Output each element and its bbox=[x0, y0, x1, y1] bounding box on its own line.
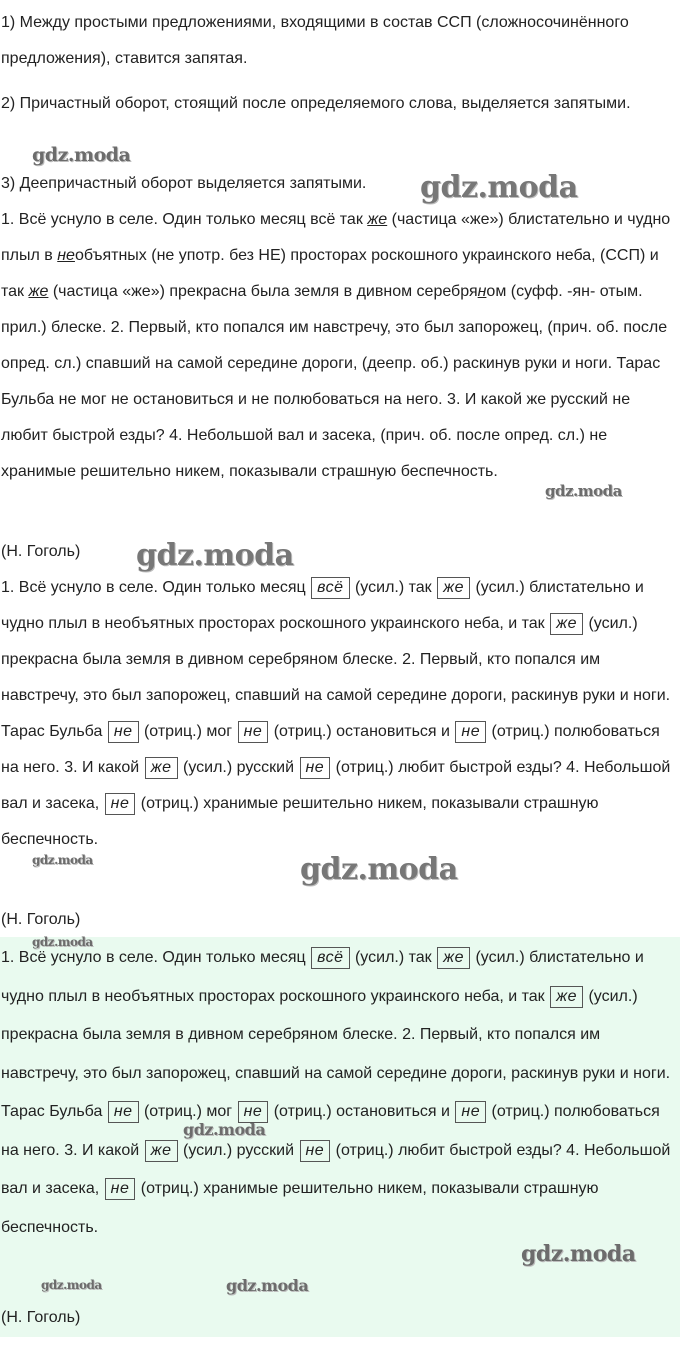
boxed-particle: не bbox=[455, 721, 486, 743]
boxed-particle: не bbox=[105, 793, 136, 815]
text-segment: (частица «же») блистательно и чудно плыл в bbox=[1, 211, 671, 264]
watermark: gdz.moda bbox=[521, 1241, 636, 1267]
author-1: (Н. Гоголь) bbox=[1, 543, 81, 560]
boxed-particle: не bbox=[455, 1101, 486, 1123]
text-segment: ом (суфф. -ян- отым. прил.) блеске. 2. Первый, кто попался им навстречу, это был запорожец, (прич. об. после опред. сл.) спавший на самой середине дороги, (деепр. об.) раскинув руки и ноги. Тарас Бульба не мог не остановиться и не полюбоваться на него. 3. И какой же русский не любит быстрой езды? 4. Небольшой вал и засека, (прич. об. после опред. сл.) не хранимые решительно никем, показывали страшную беспечность. bbox=[1, 283, 668, 480]
rule-1: 1) Между простыми предложениями, входящими в состав ССП (сложносочинённого предложения), ставится запятая. bbox=[1, 14, 629, 67]
watermark: gdz.moda bbox=[41, 1278, 102, 1292]
text-segment: (отриц.) мог bbox=[139, 723, 237, 740]
analyzed-text-3 bbox=[1, 939, 674, 1247]
boxed-particle: не bbox=[300, 757, 331, 779]
text-segment: (отриц.) полюбоваться на него. 3. И какой bbox=[1, 723, 660, 776]
text-segment: объятных (не употр. без НЕ) просторах роскошного украинского неба, (ССП) и так bbox=[1, 247, 659, 300]
watermark: gdz.moda bbox=[32, 853, 93, 867]
rule-3: 3) Деепричастный оборот выделяется запятыми. bbox=[1, 175, 367, 192]
text-segment: (отриц.) хранимые решительно никем, показывали страшную беспечность. bbox=[1, 1180, 599, 1236]
watermark: gdz.moda bbox=[226, 1276, 309, 1295]
analyzed-text-1 bbox=[1, 202, 678, 490]
text-segment: (отриц.) хранимые решительно никем, показывали страшную беспечность. bbox=[1, 795, 599, 848]
boxed-particle: не bbox=[108, 721, 139, 743]
text-segment: (усил.) русский bbox=[178, 759, 299, 776]
watermark: gdz.moda bbox=[183, 1120, 266, 1139]
boxed-particle: не bbox=[238, 721, 269, 743]
text-segment: 1. Всё уснуло в селе. Один только месяц bbox=[1, 579, 311, 596]
boxed-particle: же bbox=[437, 947, 470, 969]
boxed-particle: не bbox=[300, 1140, 331, 1162]
boxed-particle: же bbox=[550, 613, 583, 635]
text-segment: (усил.) русский bbox=[178, 1141, 299, 1159]
boxed-particle: не bbox=[108, 1101, 139, 1123]
text-segment: (усил.) прекрасна была земля в дивном серебряном блеске. 2. Первый, кто попался им навстречу, это был запорожец, спавший на самой середине дороги, раскинув руки и ноги. Тарас Бульба bbox=[1, 615, 671, 740]
boxed-particle: же bbox=[437, 577, 470, 599]
underlined-particle: же bbox=[367, 211, 388, 228]
text-segment: 1. Всё уснуло в селе. Один только месяц всё так bbox=[1, 211, 368, 228]
text-segment: (усил.) так bbox=[350, 949, 437, 966]
watermark: gdz.moda bbox=[32, 935, 93, 949]
boxed-particle: не bbox=[238, 1101, 269, 1123]
underlined-prefix: не bbox=[57, 247, 75, 264]
text-segment: (усил.) блистательно и чудно плыл в необъятных просторах роскошного украинского неба, и так bbox=[1, 579, 644, 632]
boxed-particle: же bbox=[145, 1140, 178, 1162]
boxed-particle: же bbox=[145, 757, 178, 779]
analyzed-text-2 bbox=[1, 570, 678, 858]
rule-2: 2) Причастный оборот, стоящий после определяемого слова, выделяется запятыми. bbox=[1, 95, 631, 112]
boxed-particle: всё bbox=[311, 947, 349, 969]
watermark: gdz.moda bbox=[545, 482, 622, 500]
underlined-particle: же bbox=[28, 283, 49, 300]
text-segment: (отриц.) мог bbox=[139, 1103, 237, 1120]
text-segment: (усил.) блистательно и чудно плыл в необъятных просторах роскошного украинского неба, и так bbox=[1, 949, 644, 1005]
boxed-particle: не bbox=[105, 1178, 136, 1200]
text-segment: (отриц.) любит быстрой езды? 4. Небольшой вал и засека, bbox=[1, 759, 671, 812]
author-2: (Н. Гоголь) bbox=[1, 911, 81, 928]
underlined-letter: н bbox=[477, 283, 487, 300]
watermark: gdz.moda bbox=[136, 538, 294, 573]
watermark: gdz.moda bbox=[32, 144, 131, 166]
boxed-particle: же bbox=[550, 986, 583, 1008]
watermark: gdz.moda bbox=[300, 852, 458, 887]
text-segment: (отриц.) полюбоваться на него. 3. И какой bbox=[1, 1103, 660, 1159]
text-segment: (отриц.) остановиться и bbox=[269, 723, 455, 740]
text-segment: (отриц.) любит быстрой езды? 4. Небольшой вал и засека, bbox=[1, 1141, 671, 1197]
text-segment: (усил.) так bbox=[350, 579, 437, 596]
boxed-particle: всё bbox=[311, 577, 349, 599]
text-segment: 1. Всё уснуло в селе. Один только месяц bbox=[1, 949, 311, 966]
author-3: (Н. Гоголь) bbox=[1, 1309, 81, 1326]
text-segment: (усил.) прекрасна была земля в дивном серебряном блеске. 2. Первый, кто попался им навстречу, это был запорожец, спавший на самой середине дороги, раскинув руки и ноги. Тарас Бульба bbox=[1, 987, 671, 1120]
text-segment: (отриц.) остановиться и bbox=[269, 1103, 455, 1120]
watermark: gdz.moda bbox=[420, 170, 578, 205]
text-segment: (частица «же») прекрасна была земля в дивном серебря bbox=[48, 283, 478, 300]
